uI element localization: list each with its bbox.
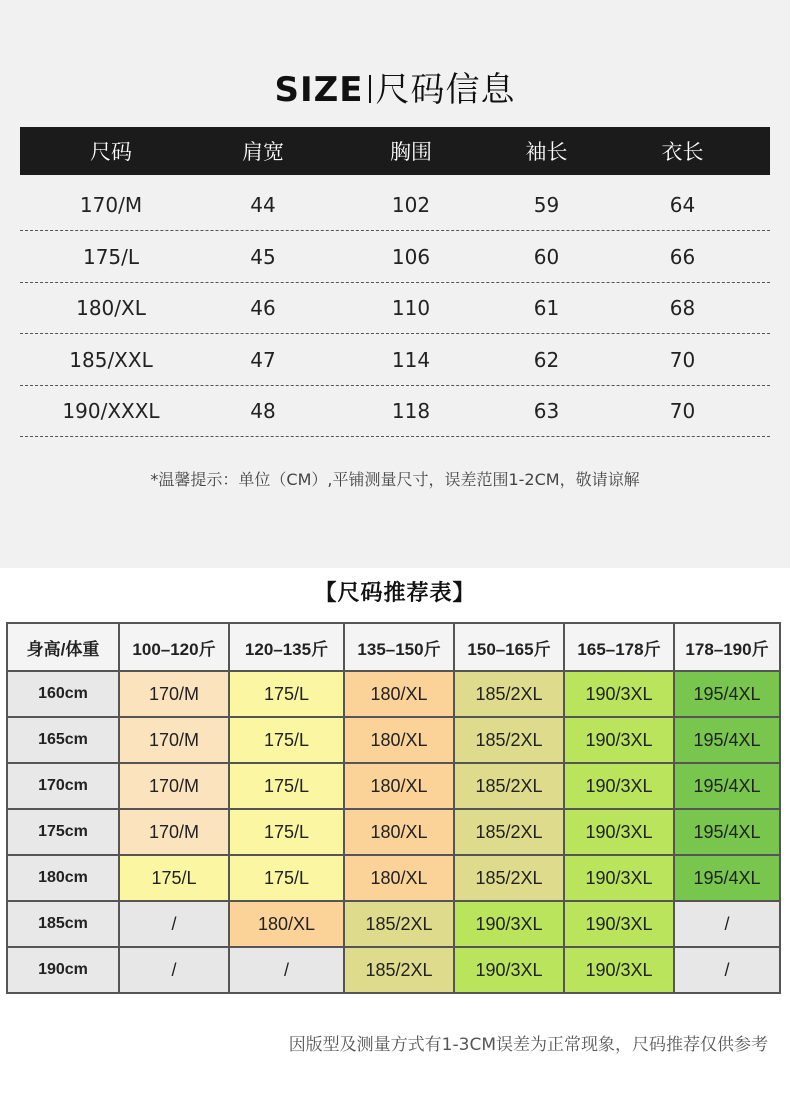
header-shoulder: 肩宽 xyxy=(242,140,284,164)
size-cell: 175/L xyxy=(229,809,344,855)
size-cell: 190/3XL xyxy=(564,855,674,901)
row-height: 160cm xyxy=(7,671,119,717)
table-row xyxy=(20,179,770,231)
size-cell: 180/XL xyxy=(344,763,454,809)
size-cell: / xyxy=(229,947,344,993)
size-cell: 180/XL xyxy=(229,901,344,947)
cell-length: 70 xyxy=(669,398,696,423)
row-height: 165cm xyxy=(7,717,119,763)
size-cell: 195/4XL xyxy=(674,809,780,855)
size-cell: 170/M xyxy=(119,717,229,763)
size-cell: 180/XL xyxy=(344,809,454,855)
size-cell: 185/2XL xyxy=(344,947,454,993)
size-cell: 170/M xyxy=(119,763,229,809)
size-cell: 190/3XL xyxy=(564,809,674,855)
table-row xyxy=(20,231,770,283)
size-cell: 180/XL xyxy=(344,855,454,901)
size-cell: 190/3XL xyxy=(564,671,674,717)
recommend-title: 【尺码推荐表】 xyxy=(314,581,476,606)
cell-chest: 102 xyxy=(391,192,431,217)
table-row xyxy=(7,717,780,763)
header-sleeve: 袖长 xyxy=(525,140,568,164)
size-cell: 195/4XL xyxy=(674,671,780,717)
header-weight-range: 120–135斤 xyxy=(229,623,344,671)
size-cell: 170/M xyxy=(119,809,229,855)
table-row xyxy=(7,671,780,717)
cell-sleeve: 60 xyxy=(533,244,560,269)
size-cell: 170/M xyxy=(119,671,229,717)
size-cell: 185/2XL xyxy=(454,717,564,763)
cell-shoulder: 48 xyxy=(250,398,276,423)
header-weight-range: 178–190斤 xyxy=(674,623,780,671)
size-cell: 190/3XL xyxy=(564,901,674,947)
size-cell: 175/L xyxy=(229,671,344,717)
size-table-header xyxy=(20,127,770,175)
size-cell: 195/4XL xyxy=(674,763,780,809)
recommend-table xyxy=(6,622,781,994)
cell-chest: 110 xyxy=(391,295,431,320)
size-cell: 190/3XL xyxy=(454,947,564,993)
size-cell: 185/2XL xyxy=(454,809,564,855)
table-row xyxy=(20,282,770,334)
size-cell: 175/L xyxy=(229,717,344,763)
table-row xyxy=(7,855,780,901)
table-row xyxy=(7,947,780,993)
header-size: 尺码 xyxy=(90,140,132,164)
header-weight-range: 150–165斤 xyxy=(454,623,564,671)
cell-size: 175/L xyxy=(82,244,140,269)
cell-shoulder: 45 xyxy=(250,244,276,269)
cell-sleeve: 61 xyxy=(533,295,560,320)
size-cell: / xyxy=(119,901,229,947)
size-cell: 195/4XL xyxy=(674,855,780,901)
cell-size: 185/XXL xyxy=(69,347,153,372)
size-cell: 190/3XL xyxy=(564,717,674,763)
disclaimer-footer: 因版型及测量方式有1-3CM误差为正常现象，尺码推荐仅供参考 xyxy=(288,1035,768,1055)
cell-size: 180/XL xyxy=(76,295,146,320)
cell-sleeve: 59 xyxy=(533,192,560,217)
size-info-title xyxy=(0,62,790,111)
size-cell: / xyxy=(674,947,780,993)
size-cell: / xyxy=(119,947,229,993)
header-weight-range: 135–150斤 xyxy=(344,623,454,671)
cell-length: 64 xyxy=(669,192,696,217)
size-cell: 195/4XL xyxy=(674,717,780,763)
header-height-weight: 身高/体重 xyxy=(7,623,119,671)
size-cell: 185/2XL xyxy=(454,855,564,901)
size-cell: 180/XL xyxy=(344,671,454,717)
row-height: 175cm xyxy=(7,809,119,855)
cell-shoulder: 44 xyxy=(250,192,276,217)
table-row xyxy=(7,809,780,855)
size-cell: 175/L xyxy=(119,855,229,901)
header-weight-range: 165–178斤 xyxy=(564,623,674,671)
size-cell: 180/XL xyxy=(344,717,454,763)
header-length: 衣长 xyxy=(661,140,704,164)
title-cn: 尺码信息 xyxy=(375,70,516,110)
cell-length: 66 xyxy=(669,244,696,269)
size-cell: 185/2XL xyxy=(454,763,564,809)
recommend-header-row xyxy=(7,623,780,671)
cell-chest: 114 xyxy=(391,347,431,372)
cell-sleeve: 62 xyxy=(533,347,560,372)
table-row xyxy=(20,334,770,386)
cell-shoulder: 47 xyxy=(250,347,276,372)
measurement-note: *温馨提示：单位（CM）,平铺测量尺寸，误差范围1-2CM，敬请谅解 xyxy=(150,470,640,489)
cell-size: 170/M xyxy=(79,192,143,217)
row-height: 180cm xyxy=(7,855,119,901)
row-height: 170cm xyxy=(7,763,119,809)
size-cell: 190/3XL xyxy=(564,947,674,993)
table-row xyxy=(7,901,780,947)
row-height: 185cm xyxy=(7,901,119,947)
table-row xyxy=(20,385,770,437)
size-cell: 175/L xyxy=(229,763,344,809)
title-en: SIZE xyxy=(274,70,364,110)
cell-chest: 118 xyxy=(391,398,431,423)
header-chest: 胸围 xyxy=(390,140,432,164)
cell-shoulder: 46 xyxy=(250,295,276,320)
size-cell: 190/3XL xyxy=(454,901,564,947)
cell-length: 70 xyxy=(669,347,696,372)
cell-sleeve: 63 xyxy=(533,398,560,423)
table-row xyxy=(7,763,780,809)
cell-size: 190/XXXL xyxy=(62,398,160,423)
row-height: 190cm xyxy=(7,947,119,993)
size-cell: 185/2XL xyxy=(344,901,454,947)
size-cell: 175/L xyxy=(229,855,344,901)
size-cell: / xyxy=(674,901,780,947)
title-divider xyxy=(369,75,371,103)
size-cell: 190/3XL xyxy=(564,763,674,809)
header-weight-range: 100–120斤 xyxy=(119,623,229,671)
size-cell: 185/2XL xyxy=(454,671,564,717)
cell-length: 68 xyxy=(669,295,696,320)
cell-chest: 106 xyxy=(391,244,431,269)
